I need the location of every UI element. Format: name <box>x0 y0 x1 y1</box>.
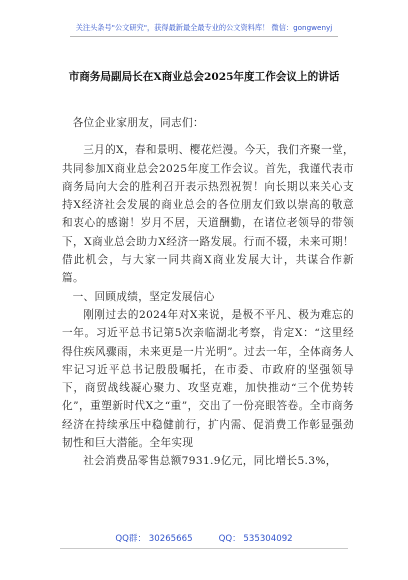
document-body <box>62 114 354 471</box>
section-heading: 一、回顾成绩，坚定发展信心 <box>72 290 215 303</box>
paragraph: 刚刚过去的2024年对X来说，是极不平凡、极为难忘的一年。习近平总书记第5次亲临湖北考察，肯定X：“这里经得住疾风骤雨，未来更是一片光明”。过去一年，全体商务人牢记习近平总书记殷殷嘱托，在市委、市政府的坚强领导下，商贸战线凝心聚力、攻坚克难，加快推动“三个优势转化”，重塑新时代X之“重”，交出了一份亮眼答卷。全市商务经济在持续承压中稳健前行，扩内需、促消费工作彰显强劲韧性和巨大潜能。全年实现 <box>62 308 354 450</box>
document-title: 市商务局副局长在X商业总会2025年度工作会议上的讲话 <box>68 71 340 83</box>
greeting: 各位企业家朋友，同志们： <box>72 117 204 129</box>
footer-divider <box>60 548 348 549</box>
footer-qq: QQ： 535304092 <box>218 534 293 544</box>
paragraph: 三月的X，春和景明、樱花烂漫。今天，我们齐聚一堂，共同参加X商业总会2025年度工作会议。首先，我谨代表市商务局向大会的胜利召开表示热烈祝贺！向长期以来关心支持X经济社会发展的商业总会的各位朋友们致以崇高的敬意和衷心的感谢！岁月不居，天道酬勤，在诸位老领导的带领下，X商业总会助力X经济一路发展。行而不辍，未来可期！借此机会，与大家一同共商X商业发展大计，共谋合作新篇。 <box>62 144 354 285</box>
footer-contact <box>0 533 408 545</box>
footer-qq-group: QQ群： 30265665 <box>115 534 193 544</box>
header-divider <box>70 36 338 37</box>
header-banner: 关注头条号"公文研究"，获得最新最全最专业的公文资料库！ 微信：gongwenyj <box>75 23 333 32</box>
paragraph: 社会消费品零售总额7931.9亿元，同比增长5.3%， <box>83 455 337 468</box>
